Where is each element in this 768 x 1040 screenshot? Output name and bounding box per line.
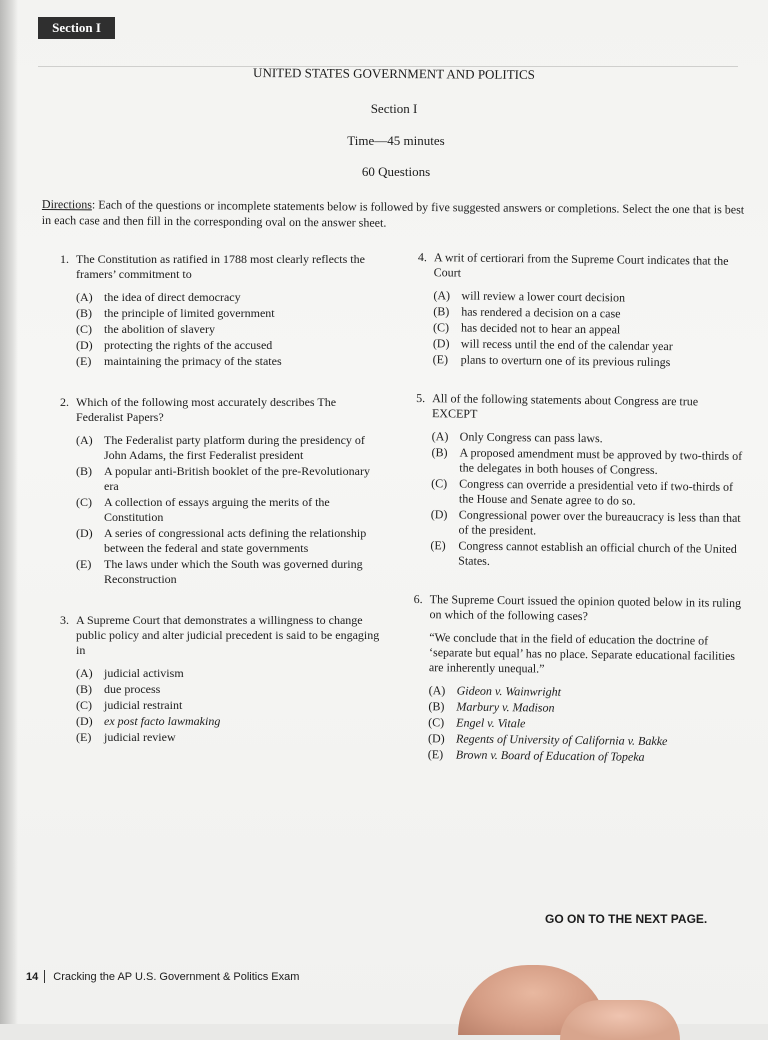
book-title: Cracking the AP U.S. Government & Politics Exam xyxy=(53,970,300,983)
answer-choice: (B) A proposed amendment must be approved by two-thirds of the delegates in both houses of Congress. xyxy=(431,445,743,477)
answer-choice: (B) has rendered a decision on a case xyxy=(433,304,621,321)
footer-divider xyxy=(44,970,45,983)
question-number: 1. xyxy=(60,252,69,266)
answer-choice: (A) The Federalist party platform during the presidency of John Adams, the first Federalist president xyxy=(76,433,365,462)
question-column-left xyxy=(60,252,380,759)
answer-choice: (E) Congress cannot establish an official church of the United States. xyxy=(430,538,737,568)
answer-choice: (B) due process xyxy=(76,682,161,696)
question-column-right xyxy=(412,250,748,780)
answer-choice: (B) Marbury v. Madison xyxy=(428,699,555,715)
time-limit: Time—45 minutes xyxy=(347,133,445,148)
answer-choice: (C) the abolition of slavery xyxy=(76,322,215,336)
answer-choice: (E) judicial review xyxy=(76,730,176,744)
answer-choice: (D) ex post facto lawmaking xyxy=(76,714,221,728)
page-number: 14 xyxy=(26,970,39,983)
answer-choice: (C) Engel v. Vitale xyxy=(428,715,526,731)
answer-choices xyxy=(433,288,748,371)
page-footer xyxy=(26,970,299,983)
answer-choice: (D) protecting the rights of the accused xyxy=(76,338,273,352)
question-number: 4. xyxy=(417,250,427,265)
answer-choice: (C) Congress can override a presidential veto if two-thirds of the House and Senate agree to do so. xyxy=(431,476,734,508)
answer-choices xyxy=(428,683,743,766)
finger-in-frame xyxy=(560,1000,680,1040)
directions xyxy=(42,196,750,234)
answer-choice: (D) Regents of University of California v. Bakke xyxy=(427,731,668,749)
question-count: 60 Questions xyxy=(361,164,431,179)
directions-text: : Each of the questions or incomplete statements below is followed by five suggested answers or completions. Select the one that is best in each case and then fill in the corresponding oval on the answer sheet. xyxy=(41,197,745,230)
answer-choice: (E) maintaining the primacy of the states xyxy=(76,354,282,368)
answer-choice: (C) has decided not to hear an appeal xyxy=(432,320,621,337)
answer-choice: (B) A popular anti-British booklet of the pre-Revolutionary era xyxy=(76,464,370,493)
court-opinion-quote: “We conclude that in the field of education the doctrine of ‘separate but equal’ has no place. Separate educational facilities are inherently unequal.” xyxy=(428,630,736,676)
question-stem: The Constitution as ratified in 1788 most clearly reflects the framers’ commitment to xyxy=(76,252,365,281)
question-stem: All of the following statements about Congress are true EXCEPT xyxy=(431,391,699,421)
answer-choice: (A) Only Congress can pass laws. xyxy=(431,429,603,446)
question-stem: The Supreme Court issued the opinion quoted below in its ruling on which of the following cases? xyxy=(429,592,742,624)
answer-choice: (E) plans to overturn one of its previous rulings xyxy=(432,352,671,370)
question-number: 3. xyxy=(60,613,69,627)
question-2 xyxy=(60,395,380,587)
question-6 xyxy=(412,592,744,766)
answer-choice: (E) Brown v. Board of Education of Topeka xyxy=(427,747,645,764)
question-number: 5. xyxy=(416,390,426,406)
answer-choice: (A) will review a lower court decision xyxy=(433,288,626,305)
question-stem: A Supreme Court that demonstrates a willingness to change public policy and alter judicial precedent is said to be engaging in xyxy=(76,613,380,657)
question-3 xyxy=(60,613,380,745)
answer-choice: (E) The laws under which the South was governed during Reconstruction xyxy=(76,557,363,586)
question-number: 2. xyxy=(60,395,69,409)
question-stem: A writ of certiorari from the Supreme Court indicates that the Court xyxy=(433,250,729,280)
answer-choice: (B) the principle of limited government xyxy=(76,306,275,320)
answer-choice: (C) A collection of essays arguing the merits of the Constitution xyxy=(76,495,330,524)
go-on-next-page: GO ON TO THE NEXT PAGE. xyxy=(545,912,708,926)
page-gutter-shadow xyxy=(0,0,18,1024)
answer-choices xyxy=(76,433,380,587)
answer-choice: (C) judicial restraint xyxy=(76,698,183,712)
answer-choice: (A) judicial activism xyxy=(76,666,184,680)
question-5 xyxy=(414,391,746,572)
question-4 xyxy=(417,250,748,371)
answer-choices xyxy=(76,666,380,745)
section-tab: Section I xyxy=(38,17,115,39)
question-1 xyxy=(60,252,380,369)
question-stem: Which of the following most accurately describes The Federalist Papers? xyxy=(76,395,337,424)
question-number: 6. xyxy=(413,591,423,607)
answer-choice: (D) A series of congressional acts defining the relationship between the federal and state governments xyxy=(76,526,367,555)
answer-choice: (D) will recess until the end of the calendar year xyxy=(432,336,673,354)
answer-choice: (A) Gideon v. Wainwright xyxy=(428,683,562,699)
answer-choices xyxy=(76,290,380,369)
directions-label: Directions xyxy=(41,196,92,212)
answer-choice: (A) the idea of direct democracy xyxy=(76,290,241,304)
exam-title: UNITED STATES GOVERNMENT AND POLITICS xyxy=(253,65,535,82)
answer-choices xyxy=(430,429,746,572)
section-heading: Section I xyxy=(370,101,418,116)
answer-choice: (D) Congressional power over the bureaucracy is less than that of the president. xyxy=(430,507,741,538)
